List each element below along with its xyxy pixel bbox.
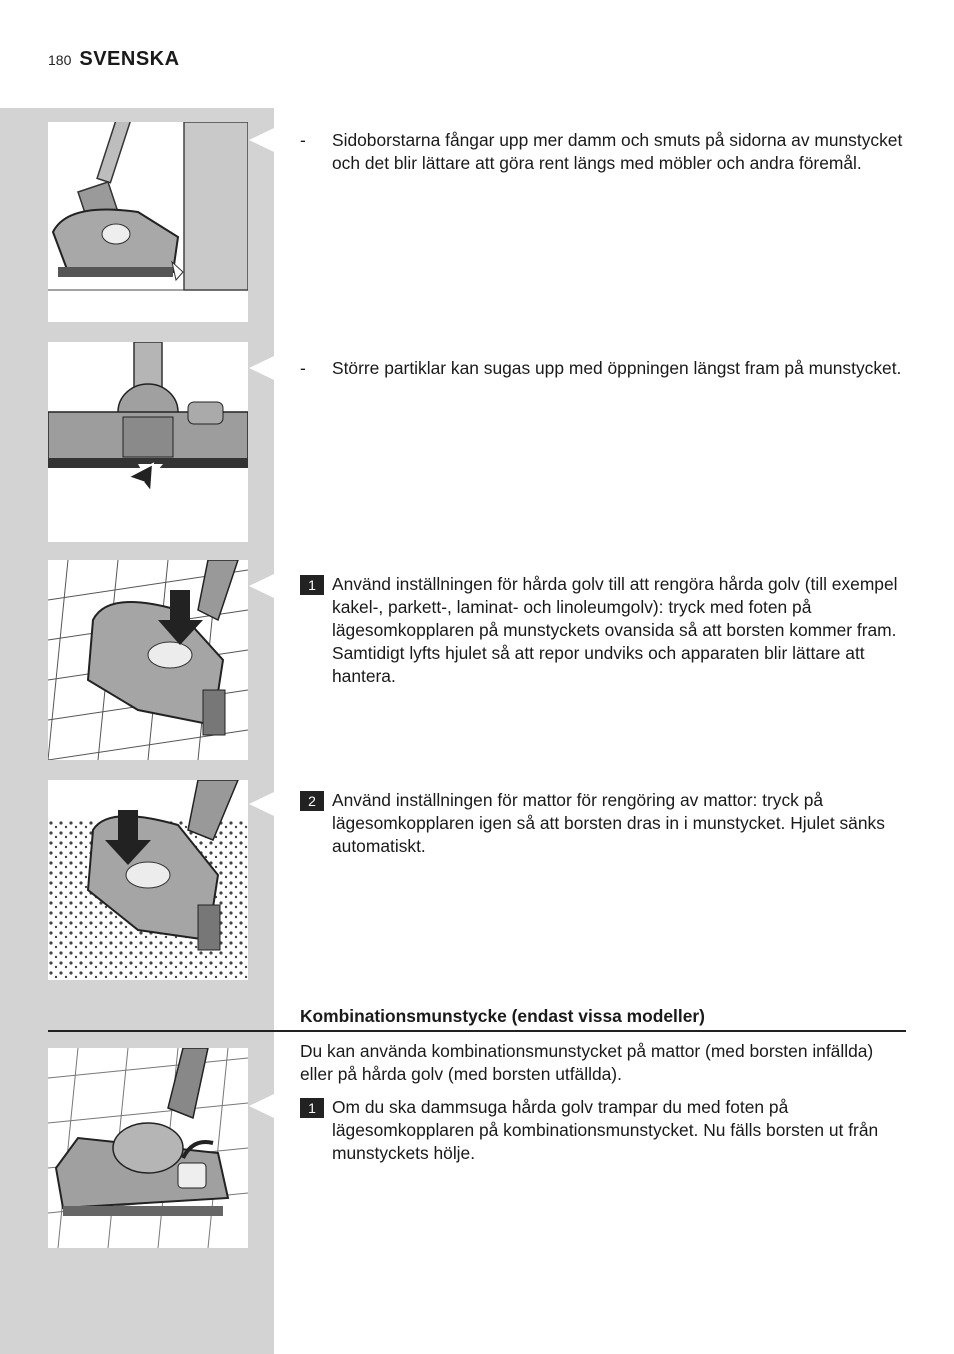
language-title: SVENSKA bbox=[79, 48, 180, 70]
section-text: Om du ska dammsuga hårda golv trampar du med foten på lägesomkopplaren på kombinationsmunstycket. Nu fälls borsten ut från munstyckets hölje. bbox=[332, 1097, 879, 1163]
page-number: 180 bbox=[48, 52, 72, 68]
figure-pointer bbox=[249, 574, 274, 598]
section-hard-floor-step bbox=[300, 573, 906, 688]
section-large-particles bbox=[300, 357, 906, 380]
step-number-badge: 1 bbox=[300, 575, 324, 595]
carpet-setting-illustration bbox=[48, 780, 248, 980]
figure-pointer bbox=[249, 1094, 274, 1118]
section-combination-step bbox=[300, 1096, 906, 1165]
section-side-brushes bbox=[300, 129, 906, 175]
page-header bbox=[48, 48, 180, 74]
section-carpet-step bbox=[300, 789, 906, 858]
bullet-dash: - bbox=[300, 358, 306, 378]
figure-pointer bbox=[249, 792, 274, 816]
section-heading: Kombinationsmunstycke (endast vissa modeller) bbox=[300, 1006, 705, 1026]
section-text: Använd inställningen för mattor för rengöring av mattor: tryck på lägesomkopplaren igen så att borsten dras in i munstycket. Hjulet sänks automatiskt. bbox=[332, 790, 885, 856]
side-brush-nozzle-illustration bbox=[48, 122, 248, 322]
large-particle-opening-illustration bbox=[48, 342, 248, 542]
section-text: Sidoborstarna fångar upp mer damm och smuts på sidorna av munstycket och det blir lättare att göra rent längs med möbler och andra föremål. bbox=[332, 130, 903, 173]
step-number-badge: 1 bbox=[300, 1098, 324, 1118]
combination-nozzle-illustration bbox=[48, 1048, 248, 1248]
intro-text: Du kan använda kombinationsmunstycket på mattor (med borsten infällda) eller på hårda golv (med borsten utfällda). bbox=[300, 1041, 874, 1084]
figure-pointer bbox=[249, 128, 274, 152]
hard-floor-setting-illustration bbox=[48, 560, 248, 760]
step-number-badge: 2 bbox=[300, 791, 324, 811]
section-divider bbox=[48, 1030, 906, 1032]
combination-intro bbox=[300, 1040, 906, 1086]
figure-pointer bbox=[249, 356, 274, 380]
section-text: Större partiklar kan sugas upp med öppningen längst fram på munstycket. bbox=[332, 358, 902, 378]
bullet-dash: - bbox=[300, 130, 306, 150]
section-text: Använd inställningen för hårda golv till att rengöra hårda golv (till exempel kakel-, parkett-, laminat- och linoleumgolv): tryck med foten på lägesomkopplaren på munstyckets ovansida så att borsten kommer fram. Samtidigt lyfts hjulet så att repor undviks och apparaten blir lättare att hantera. bbox=[332, 574, 898, 686]
